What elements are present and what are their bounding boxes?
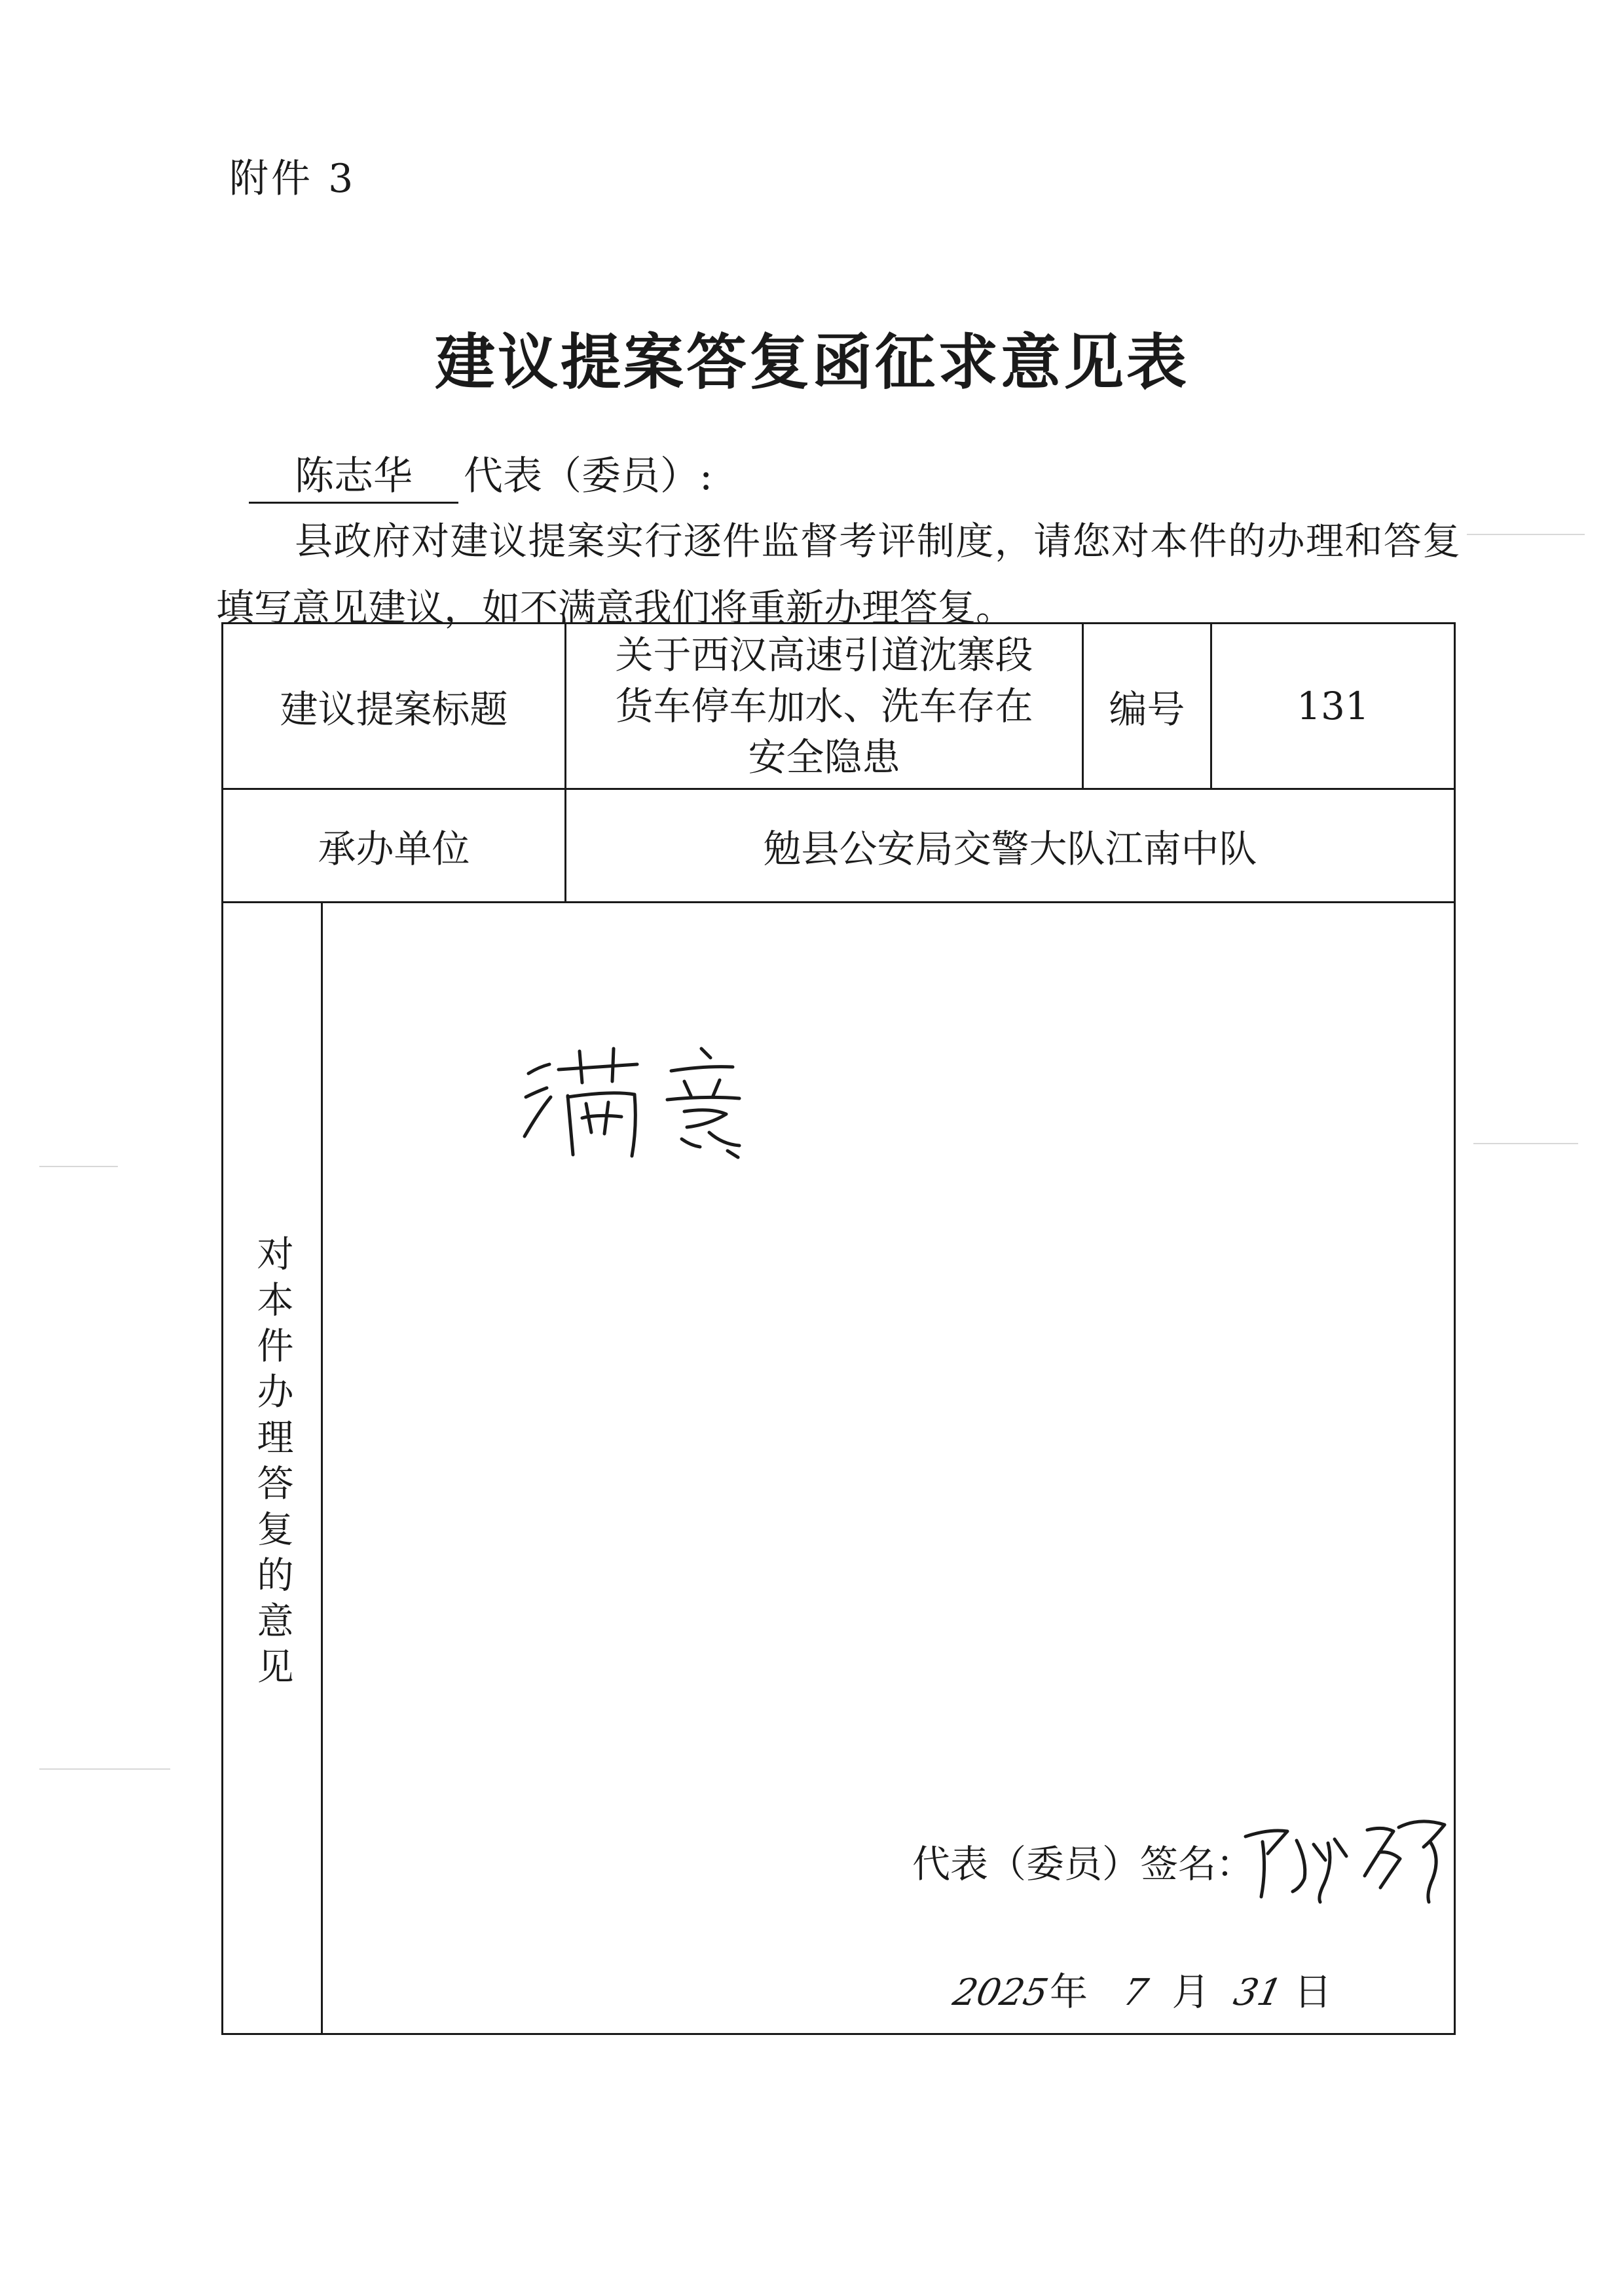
handwritten-opinion-manyi bbox=[519, 1034, 821, 1165]
salutation-suffix: 代表（委员）: bbox=[464, 453, 713, 499]
representative-name: 陈志华 bbox=[249, 452, 458, 504]
date-year-unit: 年 bbox=[1050, 1969, 1088, 2014]
page-title: 建议提案答复函征求意见表 bbox=[434, 327, 1189, 398]
handwritten-signature bbox=[1236, 1810, 1472, 1909]
attachment-label: 附件 3 bbox=[229, 156, 356, 202]
proposal-title-row bbox=[223, 624, 1455, 789]
opinion-row bbox=[223, 903, 1455, 2034]
opinion-label: 对本件办理答复的意见 bbox=[251, 1234, 294, 1693]
date-day: 31 bbox=[1230, 1971, 1286, 2014]
proposal-title-line: 关于西汉高速引道沈寨段 bbox=[615, 633, 1033, 677]
opinion-label-cell bbox=[223, 903, 322, 2034]
proposal-title-label: 建议提案标题 bbox=[223, 624, 566, 789]
scan-streak bbox=[39, 1166, 118, 1167]
handling-unit-value: 勉县公安局交警大队江南中队 bbox=[566, 789, 1455, 903]
proposal-title-line: 安全隐患 bbox=[748, 735, 900, 779]
number-label: 编号 bbox=[1083, 624, 1211, 789]
handling-unit-label: 承办单位 bbox=[223, 789, 566, 903]
opinion-form-table bbox=[221, 622, 1456, 2035]
scan-streak bbox=[1473, 1143, 1578, 1144]
opinion-cell bbox=[322, 903, 1455, 2034]
signature-label: 代表（委员）签名： bbox=[912, 1842, 1255, 1886]
salutation bbox=[249, 452, 712, 506]
date-month: 7 bbox=[1119, 1971, 1153, 2014]
scan-streak bbox=[1467, 534, 1585, 535]
date-month-unit: 月 bbox=[1172, 1969, 1210, 2014]
scan-streak bbox=[39, 1768, 170, 1770]
proposal-title-line: 货车停车加水、洗车存在 bbox=[615, 684, 1033, 728]
intro-paragraph: 县政府对建议提案实行逐件监督考评制度，请您对本件的办理和答复填写意见建议，如不满意我们将重新办理答复。 bbox=[216, 519, 1460, 630]
proposal-title-value bbox=[566, 624, 1083, 789]
date-line bbox=[951, 1961, 1332, 2016]
number-value: 131 bbox=[1211, 624, 1455, 789]
date-year: 2025 bbox=[949, 1971, 1052, 2014]
date-day-unit: 日 bbox=[1293, 1969, 1332, 2014]
handling-unit-row bbox=[223, 789, 1455, 903]
